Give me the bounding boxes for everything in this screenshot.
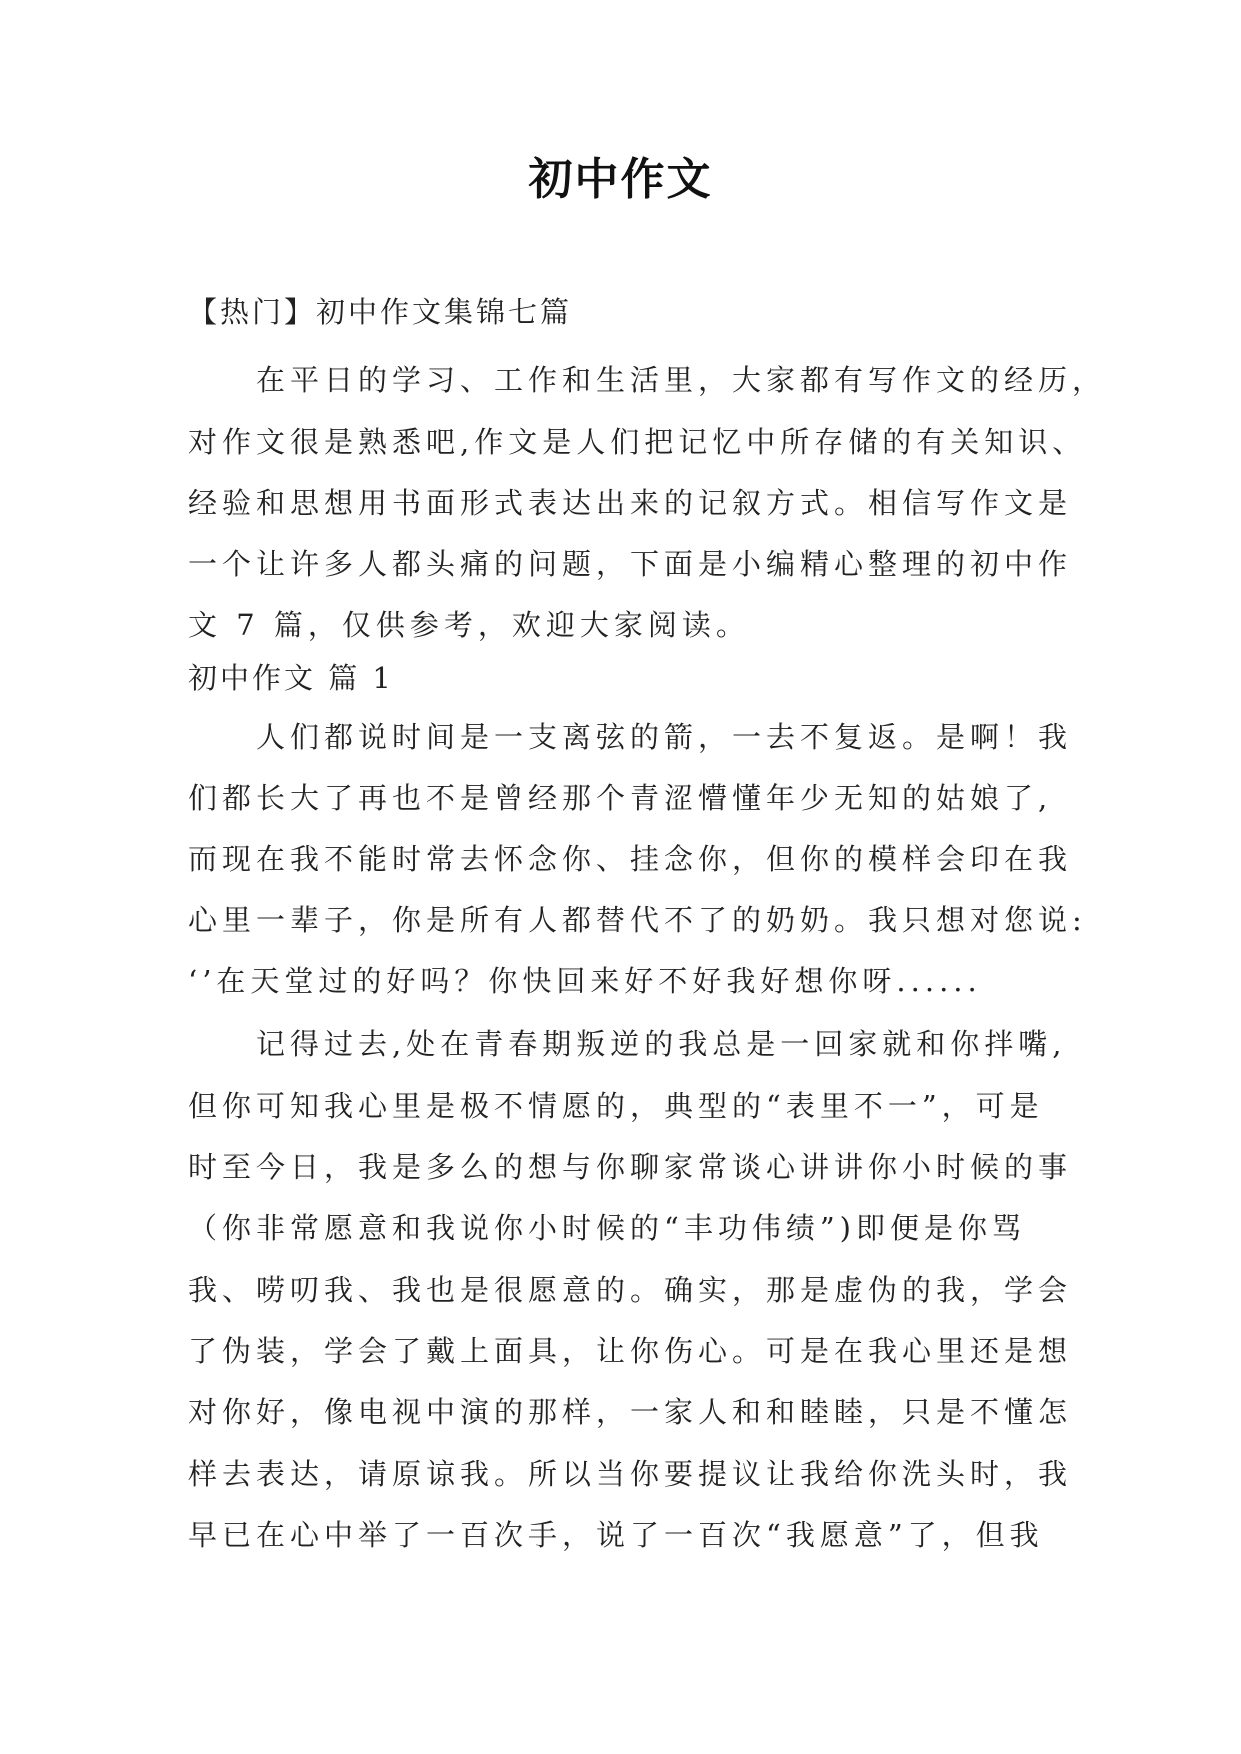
body-line: 对你好，像电视中演的那样，一家人和和睦睦，只是不懂怎 [188, 1395, 1073, 1429]
body-line: 心里一辈子，你是所有人都替代不了的奶奶。我只想对您说: [188, 903, 1087, 937]
intro-line: 在平日的学习、工作和生活里，大家都有写作文的经历， [256, 363, 1107, 397]
body-line: 人们都说时间是一支离弦的箭，一去不复返。是啊！我 [256, 720, 1073, 754]
body-line: 了伪装，学会了戴上面具，让你伤心。可是在我心里还是想 [188, 1334, 1073, 1368]
document-subtitle: 【热门】初中作文集锦七篇 [188, 295, 573, 329]
body-line: 而现在我不能时常去怀念你、挂念你，但你的模样会印在我 [188, 842, 1073, 876]
intro-line: 文 7 篇，仅供参考，欢迎大家阅读。 [188, 608, 750, 642]
body-line: 我、唠叨我、我也是很愿意的。确实，那是虚伪的我，学会 [188, 1273, 1073, 1307]
body-line: 样去表达，请原谅我。所以当你要提议让我给你洗头时，我 [188, 1457, 1073, 1491]
body-line: 们都长大了再也不是曾经那个青涩懵懂年少无知的姑娘了, [188, 781, 1053, 815]
intro-line: 对作文很是熟悉吧,作文是人们把记忆中所存储的有关知识、 [188, 425, 1087, 459]
section-heading: 初中作文 篇 1 [188, 661, 394, 695]
body-line: 早已在心中举了一百次手，说了一百次“我愿意”了，但我 [188, 1518, 1044, 1552]
intro-line: 经验和思想用书面形式表达出来的记叙方式。相信写作文是 [188, 486, 1073, 520]
body-line: 记得过去,处在青春期叛逆的我总是一回家就和你拌嘴, [256, 1027, 1067, 1061]
body-line: ‘’在天堂过的好吗？你快回来好不好我好想你呀...... [188, 964, 982, 998]
intro-line: 一个让许多人都头痛的问题，下面是小编精心整理的初中作 [188, 547, 1073, 581]
body-line: （你非常愿意和我说你小时候的“丰功伟绩”)即便是你骂 [188, 1211, 1026, 1245]
document-title: 初中作文 [528, 154, 713, 205]
body-line: 时至今日，我是多么的想与你聊家常谈心讲讲你小时候的事 [188, 1150, 1073, 1184]
body-line: 但你可知我心里是极不情愿的，典型的“表里不一”，可是 [188, 1089, 1044, 1123]
